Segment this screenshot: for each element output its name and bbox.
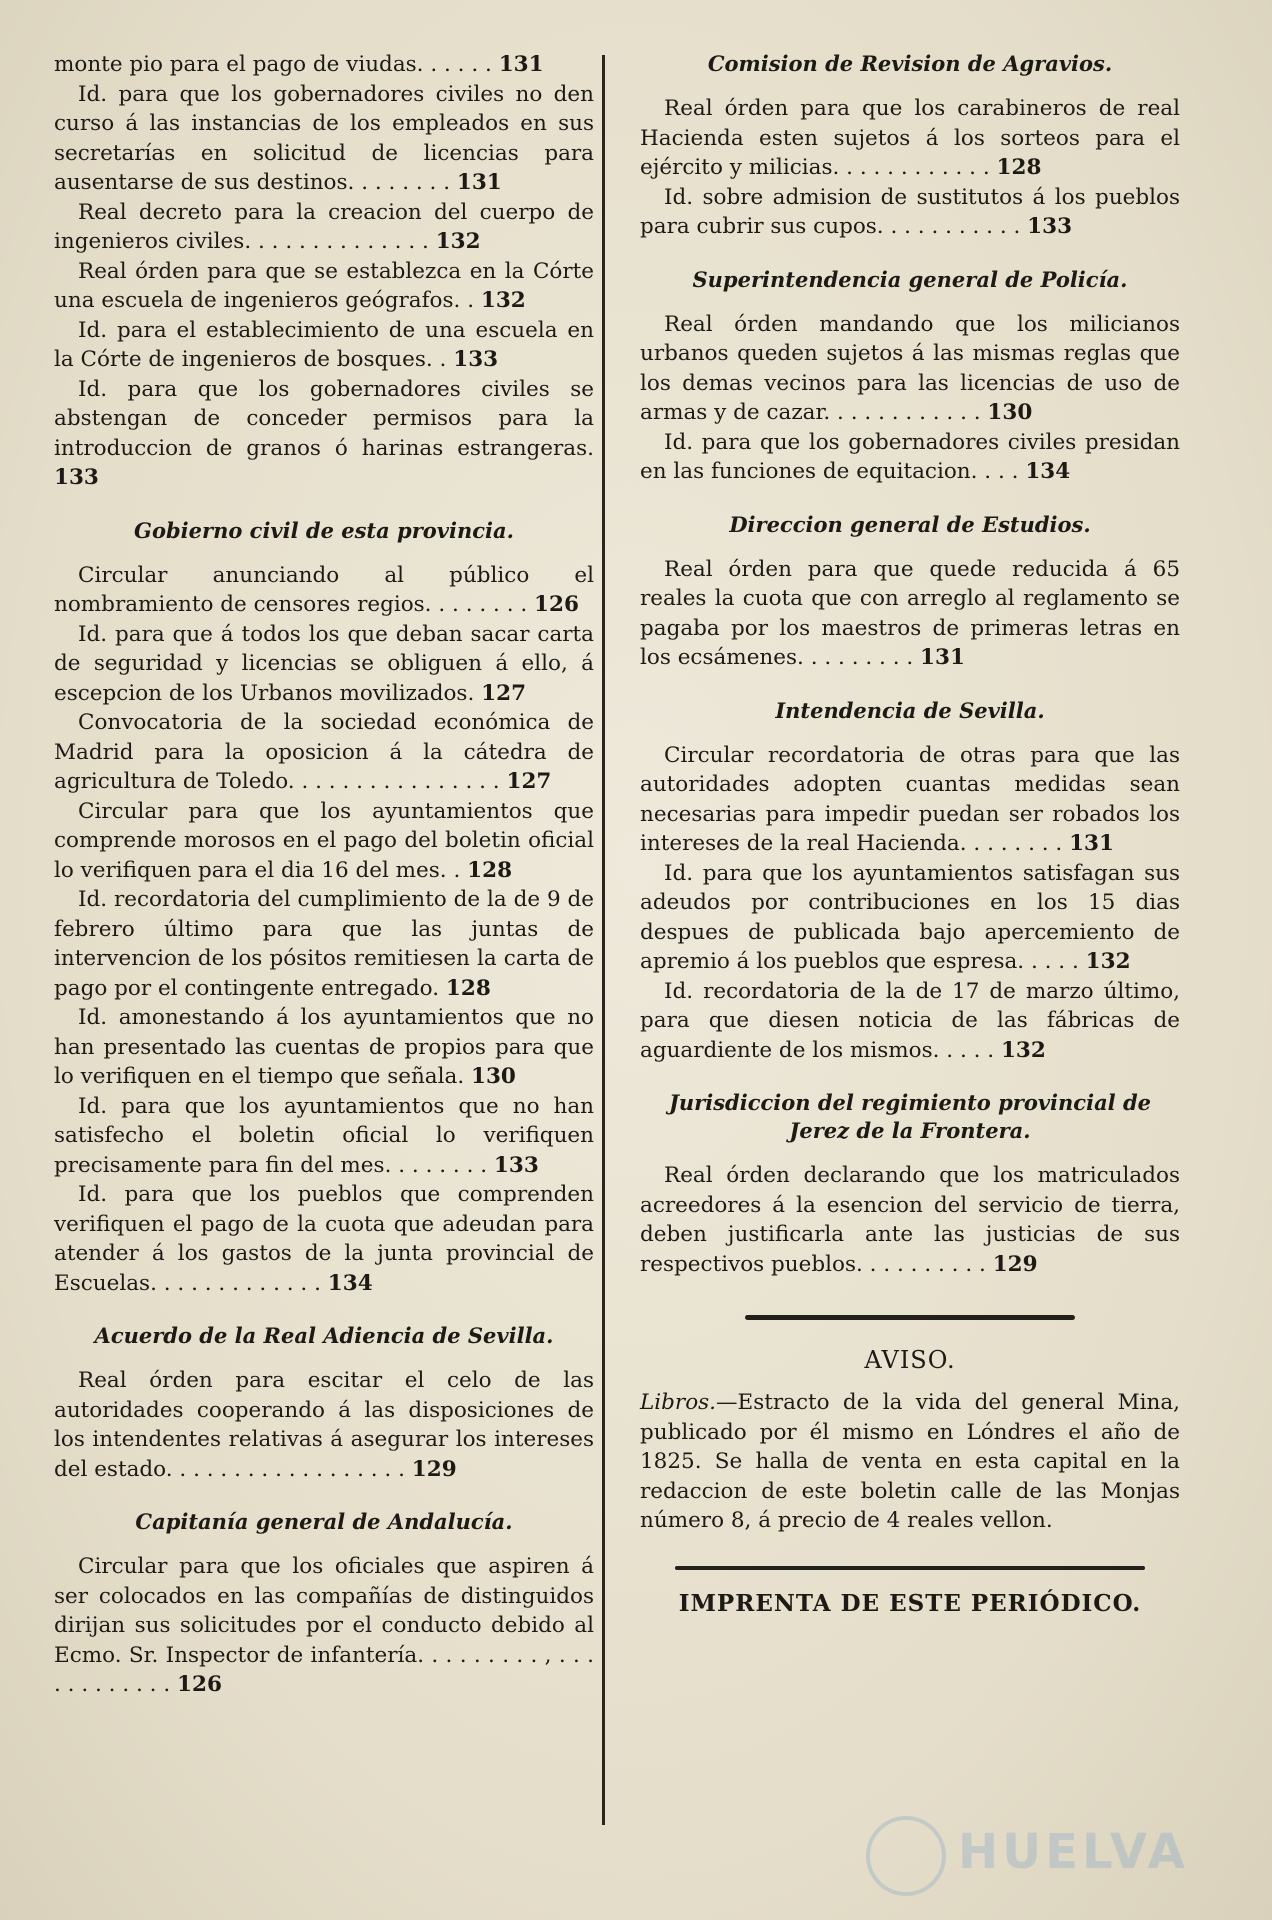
entry-page-number: 133 (493, 1152, 539, 1178)
entry-text: Circular recordatoria de otras para que las autoridades adopten cuantas medidas sean necesarias para impedir puedan ser robados los intereses de la real Hacienda. . . . . . . . (640, 742, 1180, 856)
entry-text: Id. para que los gobernadores civiles presidan en las funciones de equitacion. . . . (640, 429, 1180, 484)
entry-page-number: 131 (498, 52, 544, 77)
index-entry (640, 183, 1180, 242)
entry-page-number: 129 (992, 1251, 1038, 1277)
entry-text: Id. para que los ayuntamientos que no han satisfecho el boletin oficial lo verifiquen precisamente para fin del mes. . . . . . . . (54, 1093, 594, 1178)
index-entry (54, 80, 594, 198)
index-entry (640, 94, 1180, 183)
aviso-title: AVISO. (864, 1346, 956, 1374)
section-heading: Intendencia de Sevilla. (775, 697, 1045, 723)
index-entry (54, 198, 594, 257)
section-heading: Direccion general de Estudios. (729, 511, 1091, 537)
index-entry (640, 977, 1180, 1066)
index-entry (54, 316, 594, 375)
index-entry (640, 741, 1180, 859)
index-entry (54, 885, 594, 1003)
entry-page-number: 126 (177, 1672, 222, 1697)
entry-page-number: 132 (1000, 1037, 1046, 1063)
index-entry (54, 1180, 594, 1298)
entry-page-number: 133 (1027, 214, 1073, 239)
index-entry (54, 1003, 594, 1092)
left-column (54, 50, 594, 1700)
entry-text: Real decreto para la creacion del cuerpo de ingenieros civiles. . . . . . . . . . . . . . (54, 199, 594, 254)
right-column-index (640, 50, 1180, 1279)
entry-text: Id. para que los ayuntamientos satisfagan sus adeudos por contribuciones en los 15 dias despues de publicada bajo apercemiento de apremio á los pueblos que espresa. . . . . (640, 860, 1180, 974)
printer-imprint: IMPRENTA DE ESTE PERIÓDICO. (678, 1589, 1142, 1617)
section-heading: Gobierno civil de esta provincia. (134, 517, 514, 543)
aviso-text (640, 1388, 1180, 1536)
archive-seal-icon (866, 1816, 946, 1896)
index-entry (54, 257, 594, 316)
index-entry (54, 50, 594, 80)
index-entry (54, 797, 594, 886)
entry-text: Circular para que los ayuntamientos que comprende morosos en el pago del boletin oficial lo verifiquen para el dia 16 del mes. . (54, 798, 594, 883)
section-rule (745, 1315, 1075, 1320)
entry-text: Real órden mandando que los milicianos urbanos queden sujetos á las mismas reglas que los demas vecinos para las licencias de uso de armas y de cazar. . . . . . . . . . . . (640, 311, 1180, 425)
entry-page-number: 133 (54, 465, 99, 490)
entry-page-number: 131 (1069, 831, 1114, 856)
entry-text: Convocatoria de la sociedad económica de Madrid para la oposicion á la cátedra de agricultura de Toledo. . . . . . . . . . . . . . . . (54, 710, 594, 794)
index-entry (54, 708, 594, 797)
entry-text: Real órden para escitar el celo de las autoridades cooperando á las disposiciones de los intendentes relativas á asegurar los intereses del estado. . . . . . . . . . . . . . . . . . (54, 1368, 594, 1482)
index-entry (640, 428, 1180, 487)
watermark-text: HUELVA (958, 1824, 1189, 1880)
entry-page-number: 130 (471, 1064, 516, 1089)
entry-text: Id. para que los gobernadores civiles se abstengan de conceder permisos para la introduccion de granos ó harinas estrangeras. (54, 376, 594, 461)
index-entry (640, 555, 1180, 673)
index-entry (640, 859, 1180, 977)
entry-text: Id. recordatoria de la de 17 de marzo último, para que diesen noticia de las fábricas de aguardiente de los mismos. . . . . (640, 978, 1180, 1063)
entry-text: Id. para que á todos los que deban sacar carta de seguridad y licencias se obliguen á ello, á escepcion de los Urbanos movilizados. (54, 621, 594, 706)
section-heading: Jurisdiccion del regimiento provincial de Jerez de la Frontera. (668, 1090, 1152, 1143)
column-divider (602, 55, 605, 1825)
entry-page-number: 127 (481, 680, 527, 706)
archive-watermark (866, 1810, 1226, 1900)
entry-text: Id. recordatoria del cumplimiento de la de 9 de febrero último para que las juntas de intervencion de los pósitos remitiesen la carta de pago por el contingente entregado. (54, 887, 594, 1001)
entry-text: Real órden para que quede reducida á 65 reales la cuota que con arreglo al reglamento se pagaba por los maestros de primeras letras en los ecsámenes. . . . . . . . . (640, 556, 1180, 670)
entry-text: monte pio para el pago de viudas. . . . . . (54, 52, 492, 77)
entry-text: Real órden declarando que los matriculados acreedores á la esencion del servicio de tierra, deben justificarla ante las justicias de sus respectivos pueblos. . . . . . . . . . (640, 1163, 1180, 1277)
index-entry (54, 1092, 594, 1181)
entry-page-number: 132 (1085, 949, 1131, 974)
entry-text: Real órden para que se establezca en la Córte una escuela de ingenieros geógrafos. . (54, 258, 594, 313)
right-column (640, 50, 1180, 1617)
index-entry (54, 1366, 594, 1484)
entry-page-number: 132 (435, 229, 481, 254)
section-heading: Comision de Revision de Agravios. (707, 51, 1113, 76)
index-entry (54, 620, 594, 709)
entry-page-number: 131 (920, 645, 965, 670)
index-entry (640, 310, 1180, 428)
entry-page-number: 128 (445, 975, 491, 1001)
index-entry (54, 375, 594, 493)
entry-text: Id. para el establecimiento de una escuela en la Córte de ingenieros de bosques. . (54, 317, 594, 372)
section-heading: Superintendencia general de Policía. (692, 266, 1128, 292)
entry-page-number: 134 (327, 1270, 373, 1296)
entry-page-number: 132 (480, 288, 526, 313)
aviso-lead: Libros. (640, 1390, 717, 1415)
index-entry (54, 561, 594, 620)
entry-text: Circular anunciando al público el nombramiento de censores regios. . . . . . . . (54, 562, 594, 617)
entry-text: Id. sobre admision de sustitutos á los pueblos para cubrir sus cupos. . . . . . . . . . . (640, 184, 1180, 239)
entry-text: Id. para que los gobernadores civiles no den curso á las instancias de los empleados en sus secretarías en solicitud de licencias para ausentarse de sus destinos. . . . . . . . (54, 81, 594, 195)
index-entry (54, 1552, 594, 1700)
entry-page-number: 128 (467, 857, 513, 883)
section-heading: Acuerdo de la Real Adiencia de Sevilla. (94, 1323, 554, 1348)
aviso-body: —Estracto de la vida del general Mina, publicado por él mismo en Lóndres el año de 1825. Se halla de venta en esta capital en la redaccion de este boletin calle de las Monjas número 8, á precio de 4 reales vellon. (640, 1390, 1180, 1533)
section-heading: Capitanía general de Andalucía. (135, 1509, 513, 1534)
entry-page-number: 133 (453, 347, 499, 372)
entry-page-number: 134 (1025, 459, 1071, 484)
entry-page-number: 130 (987, 400, 1033, 425)
entry-page-number: 128 (996, 155, 1042, 180)
entry-text: Real órden para que los carabineros de real Hacienda esten sujetos á los sorteos para el ejército y milicias. . . . . . . . . . . . (640, 96, 1180, 180)
entry-page-number: 131 (456, 170, 502, 195)
entry-text: Id. para que los pueblos que comprenden verifiquen el pago de la cuota que adeudan para atender á los gastos de la junta provincial de Escuelas. . . . . . . . . . . . . (54, 1182, 594, 1296)
index-entry (640, 1161, 1180, 1279)
entry-text: Id. amonestando á los ayuntamientos que no han presentado las cuentas de propios para que lo verifiquen en el tiempo que señala. (54, 1005, 594, 1089)
footer-rule (675, 1566, 1145, 1570)
entry-page-number: 127 (506, 769, 552, 794)
entry-text: Circular para que los oficiales que aspiren á ser colocados en las compañías de distinguidos dirijan sus solicitudes por el conducto debido al Ecmo. Sr. Inspector de infantería. . . . . . . . . , . . . . . . . . . . . . (54, 1554, 594, 1697)
entry-page-number: 129 (411, 1456, 457, 1482)
entry-page-number: 126 (534, 592, 579, 617)
